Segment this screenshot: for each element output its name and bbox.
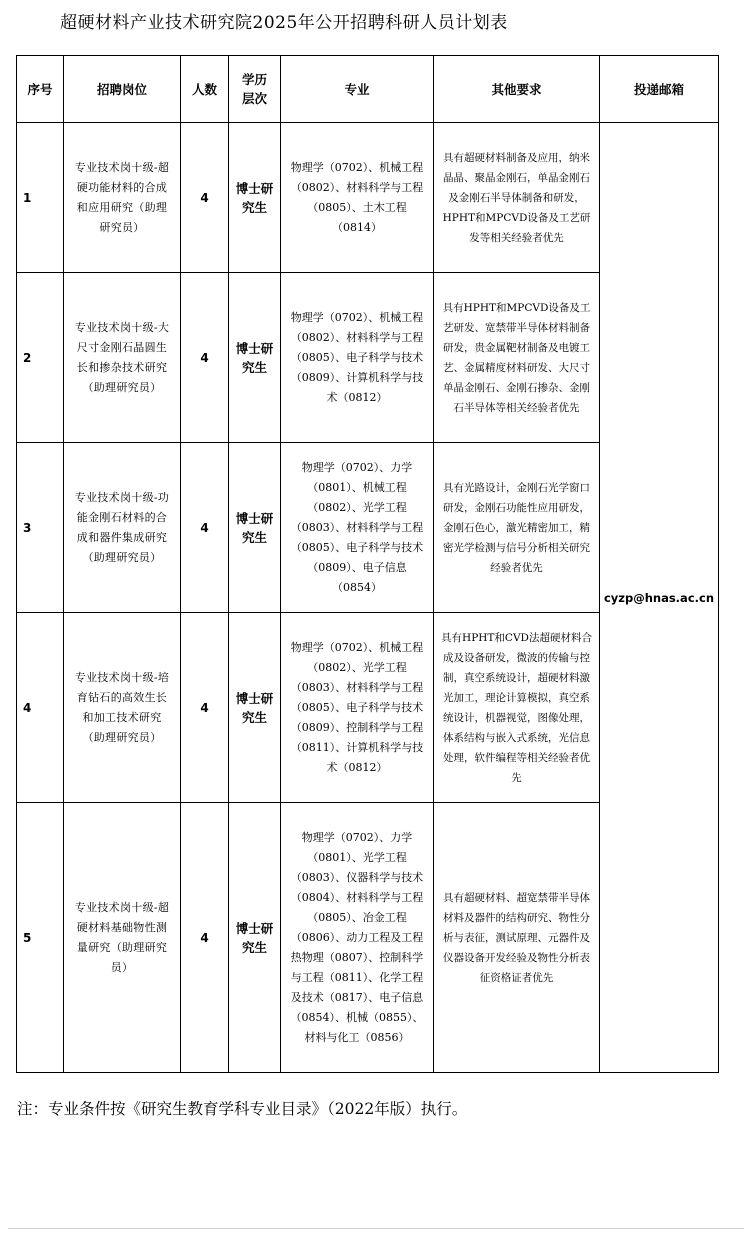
footnote: 注：专业条件按《研究生教育学科专业目录》（2022年版）执行。 <box>17 1100 468 1118</box>
requirements-cell: 具有超硬材料、超宽禁带半导体材料及器件的结构研究、物性分析与表征，测试原理、元器件及仪器设备开发经验及物性分析表征资格证者优先 <box>434 803 600 1073</box>
header-row <box>17 56 719 123</box>
table-row <box>17 123 719 273</box>
requirements-cell: 具有超硬材料制备及应用，纳米晶晶、聚晶金刚石，单晶金刚石及金刚石半导体制备和研发，HPHT和MPCVD设备及工艺研发等相关经验者优先 <box>434 123 600 273</box>
position-cell: 专业技术岗十级-超硬材料基础物性测量研究（助理研究员） <box>64 803 181 1073</box>
header-education <box>229 56 281 123</box>
page-title: 超硬材料产业技术研究院2025年公开招聘科研人员计划表 <box>60 13 508 33</box>
major-cell: 物理学（0702）、力学（0801）、光学工程（0803）、仪器科学与技术（0804）、材料科学与工程（0805）、冶金工程（0806）、动力工程及工程热物理（0807）、控制科学与工程（0811）、化学工程及技术（0817）、电子信息（0854）、机械（0855）、材料与化工（0856） <box>281 803 434 1073</box>
count-cell: 4 <box>181 123 229 273</box>
position-cell: 专业技术岗十级-大尺寸金刚石晶圆生长和掺杂技术研究（助理研究员） <box>64 273 181 443</box>
row-number: 3 <box>17 443 64 613</box>
count-cell: 4 <box>181 273 229 443</box>
major-cell: 物理学（0702）、机械工程（0802）、材料科学与工程（0805）、电子科学与技术（0809）、计算机科学与技术（0812） <box>281 273 434 443</box>
requirements-cell: 具有HPHT和MPCVD设备及工艺研发、宽禁带半导体材料制备研发，贵金属靶材制备及电镀工艺、金属精度材料研发、大尺寸单晶金刚石、金刚石掺杂、金刚石半导体等相关经验者优先 <box>434 273 600 443</box>
requirements-cell: 具有光路设计，金刚石光学窗口研发，金刚石功能性应用研发，金刚石色心，激光精密加工，精密光学检测与信号分析相关研究经验者优先 <box>434 443 600 613</box>
row-number: 4 <box>17 613 64 803</box>
count-cell: 4 <box>181 613 229 803</box>
education-cell: 博士研究生 <box>229 443 281 613</box>
requirements-cell: 具有HPHT和CVD法超硬材料合成及设备研发，微波的传输与控制，真空系统设计，超硬材料激光加工，理论计算模拟，真空系统设计，机器视觉，图像处理，体系结构与嵌入式系统，光信息处理，软件编程等相关经验者优先 <box>434 613 600 803</box>
header-major: 专业 <box>281 56 434 123</box>
header-education-line2: 层次 <box>241 91 267 106</box>
count-cell: 4 <box>181 803 229 1073</box>
email-cell: cyzp@hnas.ac.cn <box>600 123 719 1073</box>
position-cell: 专业技术岗十级-功能金刚石材料的合成和器件集成研究（助理研究员） <box>64 443 181 613</box>
header-no: 序号 <box>17 56 64 123</box>
header-count: 人数 <box>181 56 229 123</box>
position-cell: 专业技术岗十级-超硬功能材料的合成和应用研究（助理研究员） <box>64 123 181 273</box>
education-cell: 博士研究生 <box>229 803 281 1073</box>
recruitment-plan-table <box>16 55 719 1073</box>
header-requirements: 其他要求 <box>434 56 600 123</box>
major-cell: 物理学（0702）、机械工程（0802）、光学工程（0803）、材料科学与工程（0805）、电子科学与技术（0809）、控制科学与工程（0811）、计算机科学与技术（0812） <box>281 613 434 803</box>
position-cell: 专业技术岗十级-培育钻石的高效生长和加工技术研究（助理研究员） <box>64 613 181 803</box>
row-number: 2 <box>17 273 64 443</box>
major-cell: 物理学（0702）、机械工程（0802）、材料科学与工程（0805）、土木工程（0814） <box>281 123 434 273</box>
page-divider <box>8 1228 744 1229</box>
major-cell: 物理学（0702）、力学（0801）、机械工程（0802）、光学工程（0803）、材料科学与工程（0805）、电子科学与技术（0809）、电子信息（0854） <box>281 443 434 613</box>
header-position: 招聘岗位 <box>64 56 181 123</box>
row-number: 1 <box>17 123 64 273</box>
education-cell: 博士研究生 <box>229 273 281 443</box>
count-cell: 4 <box>181 443 229 613</box>
education-cell: 博士研究生 <box>229 613 281 803</box>
header-email: 投递邮箱 <box>600 56 719 123</box>
row-number: 5 <box>17 803 64 1073</box>
header-education-line1: 学历 <box>241 72 267 87</box>
education-cell: 博士研究生 <box>229 123 281 273</box>
